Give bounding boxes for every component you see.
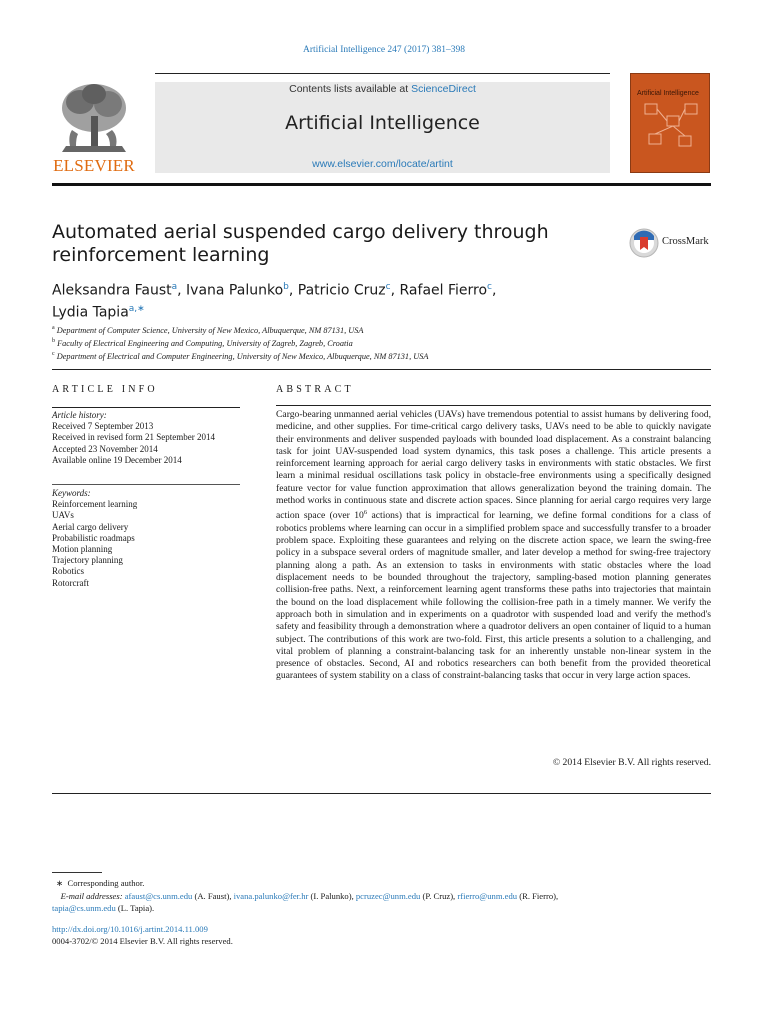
crossmark-icon <box>628 228 660 258</box>
email-link[interactable]: rfierro@unm.edu <box>457 891 518 901</box>
author-affiliation-mark[interactable]: a,∗ <box>128 303 145 314</box>
corresponding-mark: ∗ <box>56 878 64 888</box>
article-info-rule <box>52 407 240 408</box>
article-info-heading: ARTICLE INFO <box>52 384 158 395</box>
author-name[interactable]: Ivana Palunko <box>186 282 284 299</box>
keyword-item: Probabilistic roadmaps <box>52 532 135 543</box>
journal-name: Artificial Intelligence <box>285 112 480 134</box>
author-name[interactable]: Patricio Cruz <box>297 282 386 299</box>
abstract-heading: ABSTRACT <box>276 384 354 395</box>
keyword-item: Aerial cargo delivery <box>52 521 129 532</box>
keywords-rule <box>52 484 240 485</box>
affiliation-mark: a <box>52 325 55 331</box>
abstract-text-part: actions) that is impractical for learning, we define formal conditions for a class of robotics problems where learning can occur in a simplified problem space and successfully transfer to a broader problem space. Exploiting these guarantees and relying on the discrete action space, we learn the swing-free policy in a subspace several orders of magnitude smaller, and later develop a method for swing-free trajectory planning along a path. As an extension to tasks in environments with static obstacles where the load displacement needs to be bounded throughout the trajectory, sampling-based motion planning generates collision-free paths. Next, a reinforcement learning agent transforms these paths into trajectories that maintain the bound on the load displacement while following the collision-free path in a timely manner. We verify the approach both in simulation and in experiments on a quadrotor with suspended load and verify the method's safety and feasibility through a demonstration where a quadrotor delivers an open container of liquid to a human subject. The contributions of this work are two-fold. First, this article presents a solution to a challenging, and vital problem of planning a constraint-balancing task for an inherently unstable non-linear system in the presence of obstacles. Second, AI and robotics researchers can both benefit from the provided theoretical guarantees of system stability on a class of constraint-balancing tasks that occur in very large action spaces. <box>276 510 712 682</box>
email-addresses <box>52 890 711 914</box>
email-owner: (L. Tapia). <box>117 903 155 913</box>
journal-url-link[interactable]: www.elsevier.com/locate/artint <box>312 158 453 170</box>
abstract-text-part: Cargo-bearing unmanned aerial vehicles (UAVs) have tremendous potential to assist humans by delivering food, medicine, and other supplies. For time-critical cargo delivery tasks, UAVs need to be able to quickly navigate their environments and deliver suspended payloads with bounded load displacement. As a constraint balancing task for joint UAV-suspended load system dynamics, this task poses a challenge. This article presents a reinforcement learning approach for aerial cargo delivery tasks in environments with static obstacles. We first learn a minimal residual oscillations task policy in obstacle-free environments using a specifically designed feature vector for value function approximation that allows generalization beyond the training domain. The method works in continuous state and discrete action spaces. Since planning for aerial cargo requires very large action space (over 10 <box>276 409 711 522</box>
cover-diagram-icon <box>639 100 703 162</box>
corresponding-text: Corresponding author. <box>67 878 145 888</box>
footnote-rule <box>52 872 102 873</box>
affiliation-text: Department of Computer Science, University of New Mexico, Albuquerque, NM 87131, USA <box>56 325 364 335</box>
affiliations <box>52 323 652 362</box>
elsevier-tree-logo-icon <box>52 80 136 158</box>
keyword-item: Motion planning <box>52 544 113 555</box>
email-link[interactable]: ivana.palunko@fer.hr <box>233 891 309 901</box>
sciencedirect-link[interactable]: ScienceDirect <box>411 83 476 95</box>
abstract-copyright: © 2014 Elsevier B.V. All rights reserved. <box>552 757 711 768</box>
journal-reference[interactable]: Artificial Intelligence 247 (2017) 381–398 <box>303 45 465 55</box>
author-affiliation-mark[interactable]: c <box>487 282 492 292</box>
affiliation-mark: c <box>52 351 55 358</box>
history-item: Received 7 September 2013 <box>52 421 154 432</box>
masthead-bottom-rule <box>52 183 711 186</box>
affiliation-item <box>52 323 652 336</box>
contents-line <box>155 83 610 95</box>
history-item: Accepted 23 November 2014 <box>52 443 158 454</box>
history-item: Available online 19 December 2014 <box>52 454 182 465</box>
email-link[interactable]: tapia@cs.unm.edu <box>52 903 116 913</box>
keyword-item: UAVs <box>52 510 74 521</box>
affiliation-text: Faculty of Electrical Engineering and Computing, University of Zagreb, Zagreb, Croatia <box>57 338 353 348</box>
issn-line: 0004-3702/© 2014 Elsevier B.V. All rights reserved. <box>52 936 233 946</box>
affiliation-item <box>52 336 652 349</box>
keyword-item: Robotics <box>52 566 85 577</box>
article-title: Automated aerial suspended cargo delivery through reinforcement learning <box>52 221 549 266</box>
author-list: Aleksandra Faust$^a$, Ivana Palunko$^b$, Patricio Cruz$^c$, Rafael Fierro$^c$, Lydia Tapia$^{a,∗}$ <box>52 282 497 321</box>
header-divider <box>52 369 711 370</box>
cover-title: Artificial Intelligence <box>637 90 699 97</box>
article-history <box>52 410 240 466</box>
contents-prefix: Contents lists available at <box>289 83 412 95</box>
history-label: Article history: <box>52 410 107 420</box>
email-link[interactable]: pcruzec@unm.edu <box>355 891 421 901</box>
author-affiliation-mark[interactable]: b <box>283 282 289 292</box>
affiliation-item <box>52 349 652 362</box>
email-owner: (A. Faust), <box>194 891 232 901</box>
author-name[interactable]: Rafael Fierro <box>399 282 488 299</box>
crossmark-label: CrossMark <box>662 236 709 247</box>
keyword-item: Rotorcraft <box>52 577 89 588</box>
doi-link[interactable]: http://dx.doi.org/10.1016/j.artint.2014.11.009 <box>52 924 208 934</box>
affiliation-mark: b <box>52 338 55 345</box>
author-affiliation-mark[interactable]: a <box>171 282 178 292</box>
email-owner: (I. Palunko), <box>310 891 354 901</box>
keyword-item: Reinforcement learning <box>52 499 138 510</box>
masthead-top-rule <box>155 73 610 74</box>
abstract-superscript: 6 <box>363 509 368 517</box>
author-name[interactable]: Aleksandra Faust <box>52 282 172 299</box>
email-owner: (P. Cruz), <box>422 891 456 901</box>
keywords-label: Keywords: <box>52 488 91 498</box>
crossmark-badge[interactable] <box>628 228 713 258</box>
email-link[interactable]: afaust@cs.unm.edu <box>124 891 193 901</box>
email-label: E-mail addresses: <box>60 891 123 901</box>
keyword-item: Trajectory planning <box>52 555 123 566</box>
author-name[interactable]: Lydia Tapia <box>52 304 129 321</box>
elsevier-wordmark: ELSEVIER <box>53 156 135 175</box>
email-owner: (R. Fierro), <box>519 891 559 901</box>
keywords <box>52 488 240 589</box>
abstract-rule <box>276 405 711 406</box>
abstract-bottom-rule <box>52 793 711 794</box>
corresponding-author-note <box>56 877 711 889</box>
history-item: Received in revised form 21 September 2014 <box>52 432 215 443</box>
journal-cover-thumbnail[interactable] <box>630 73 710 173</box>
abstract-text <box>276 409 711 683</box>
affiliation-text: Department of Electrical and Computer Engineering, University of New Mexico, Albuquerque, NM 87131, USA <box>56 351 429 361</box>
author-affiliation-mark[interactable]: c <box>385 282 391 292</box>
